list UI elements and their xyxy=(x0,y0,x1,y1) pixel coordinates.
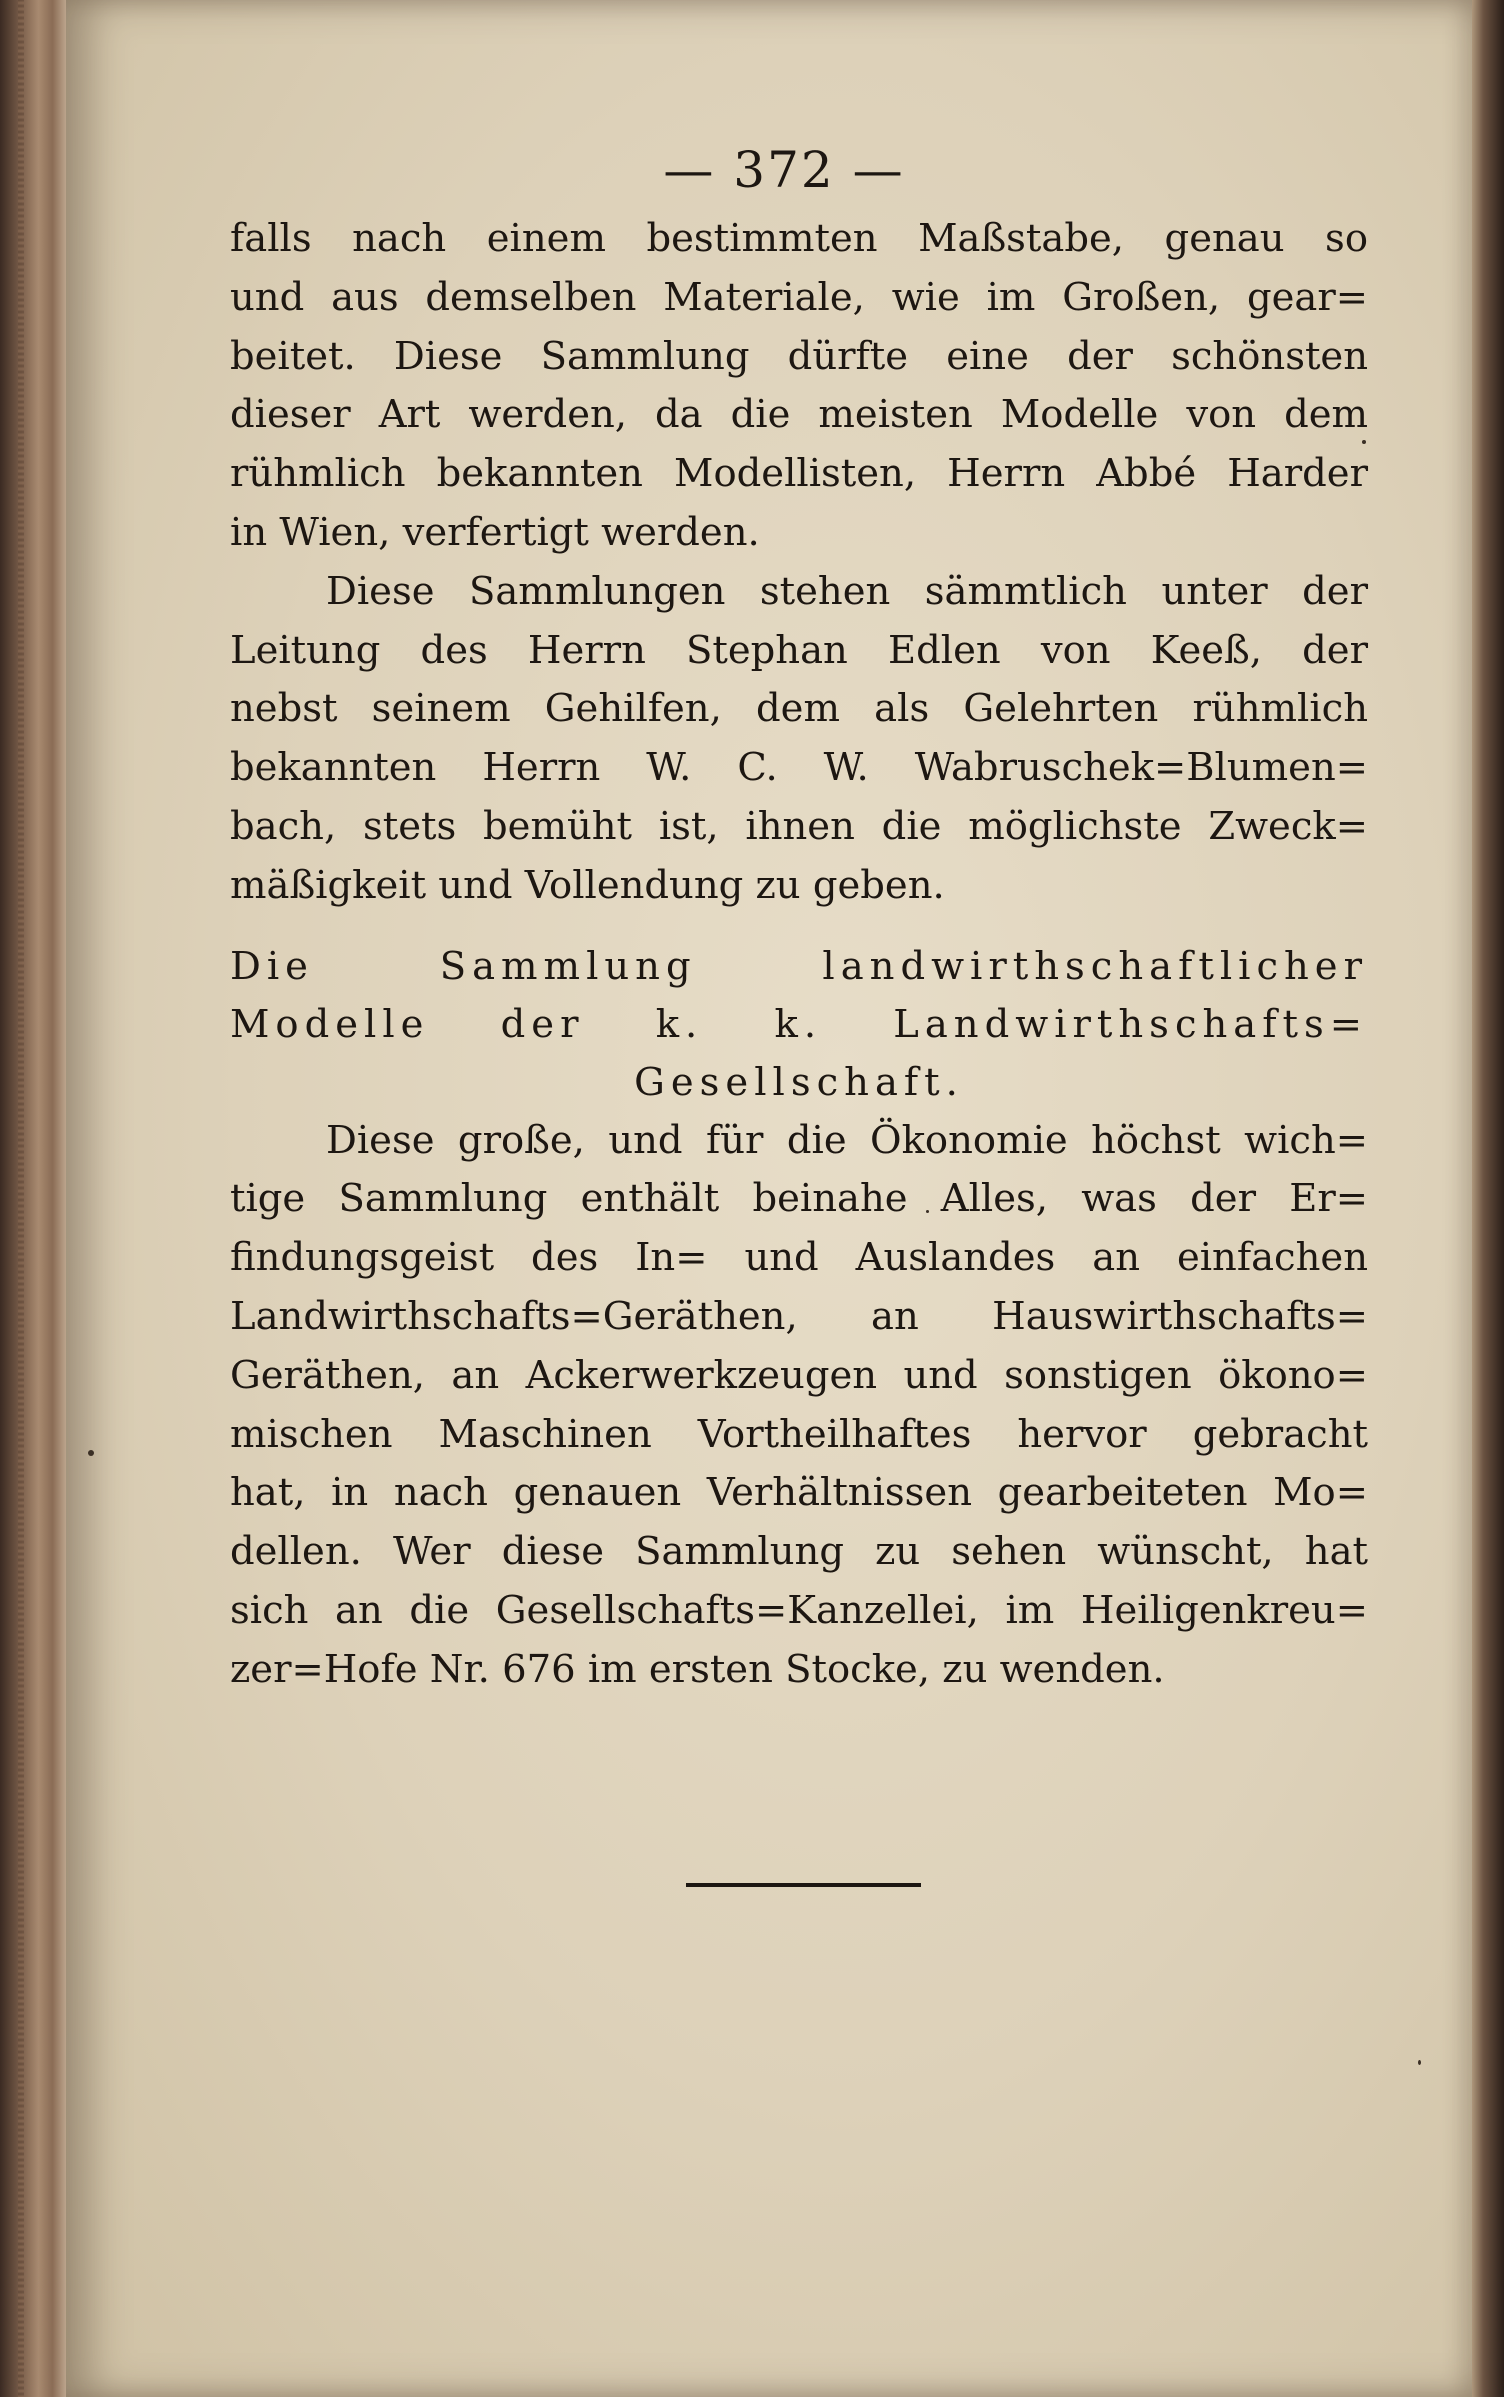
text-line: Landwirthschafts=Geräthen, an Hauswirthschafts= xyxy=(230,1293,1368,1339)
text-line: tige Sammlung enthält beinahe Alles, was der Er= xyxy=(230,1176,1368,1222)
text-line: beitet. Diese Sammlung dürfte eine der schönsten xyxy=(230,333,1368,379)
text-line: mäßigkeit und Vollendung zu geben. xyxy=(230,862,945,908)
text-line: bach, stets bemüht ist, ihnen die möglichste Zweck= xyxy=(230,803,1368,849)
text-line: mischen Maschinen Vortheilhaftes hervor gebracht xyxy=(230,1411,1368,1457)
section-heading xyxy=(230,938,1368,1112)
text-line: dieser Art werden, da die meisten Modelle von dem xyxy=(230,392,1368,438)
page-number: — 372 — xyxy=(663,141,905,199)
text-line: bekannten Herrn W. C. W. Wabruschek=Blumen= xyxy=(230,745,1368,791)
heading-line: Die Sammlung landwirthschaftlicher xyxy=(230,943,1368,989)
heading-line: Gesellschaft. xyxy=(634,1059,964,1105)
text-line: dellen. Wer diese Sammlung zu sehen wünscht, hat xyxy=(230,1529,1368,1575)
paragraph-2 xyxy=(230,563,1368,916)
paragraph-3 xyxy=(230,1112,1368,1700)
text-line: rühmlich bekannten Modellisten, Herrn Abbé Harder xyxy=(230,451,1368,497)
text-line: Geräthen, an Ackerwerkzeugen und sonstigen ökono= xyxy=(230,1352,1368,1398)
text-line: Diese Sammlungen stehen sämmtlich unter der xyxy=(326,568,1368,614)
text-line: in Wien, verfertigt werden. xyxy=(230,509,760,555)
text-line: Diese große, und für die Ökonomie höchst wich= xyxy=(326,1117,1368,1163)
page-content xyxy=(230,140,1368,1700)
text-line: und aus demselben Materiale, wie im Großen, gear= xyxy=(230,274,1368,320)
text-line: falls nach einem bestimmten Maßstabe, genau so xyxy=(230,216,1368,261)
text-line: zer=Hofe Nr. 676 im ersten Stocke, zu wenden. xyxy=(230,1646,1165,1692)
text-line: hat, in nach genauen Verhältnissen gearbeiteten Mo= xyxy=(230,1470,1368,1516)
text-line: findungsgeist des In= und Auslandes an einfachen xyxy=(230,1235,1368,1281)
end-rule-divider xyxy=(686,1883,921,1887)
text-line: nebst seinem Gehilfen, dem als Gelehrten rühmlich xyxy=(230,686,1368,732)
text-line: sich an die Gesellschafts=Kanzellei, im Heiligenkreu= xyxy=(230,1587,1368,1633)
text-line: Leitung des Herrn Stephan Edlen von Keeß, der xyxy=(230,627,1368,673)
book-spine-edge xyxy=(0,0,70,2397)
paragraph-1 xyxy=(230,210,1368,563)
heading-line: Modelle der k. k. Landwirthschafts= xyxy=(230,1001,1368,1047)
book-cover-edge xyxy=(1470,0,1504,2397)
